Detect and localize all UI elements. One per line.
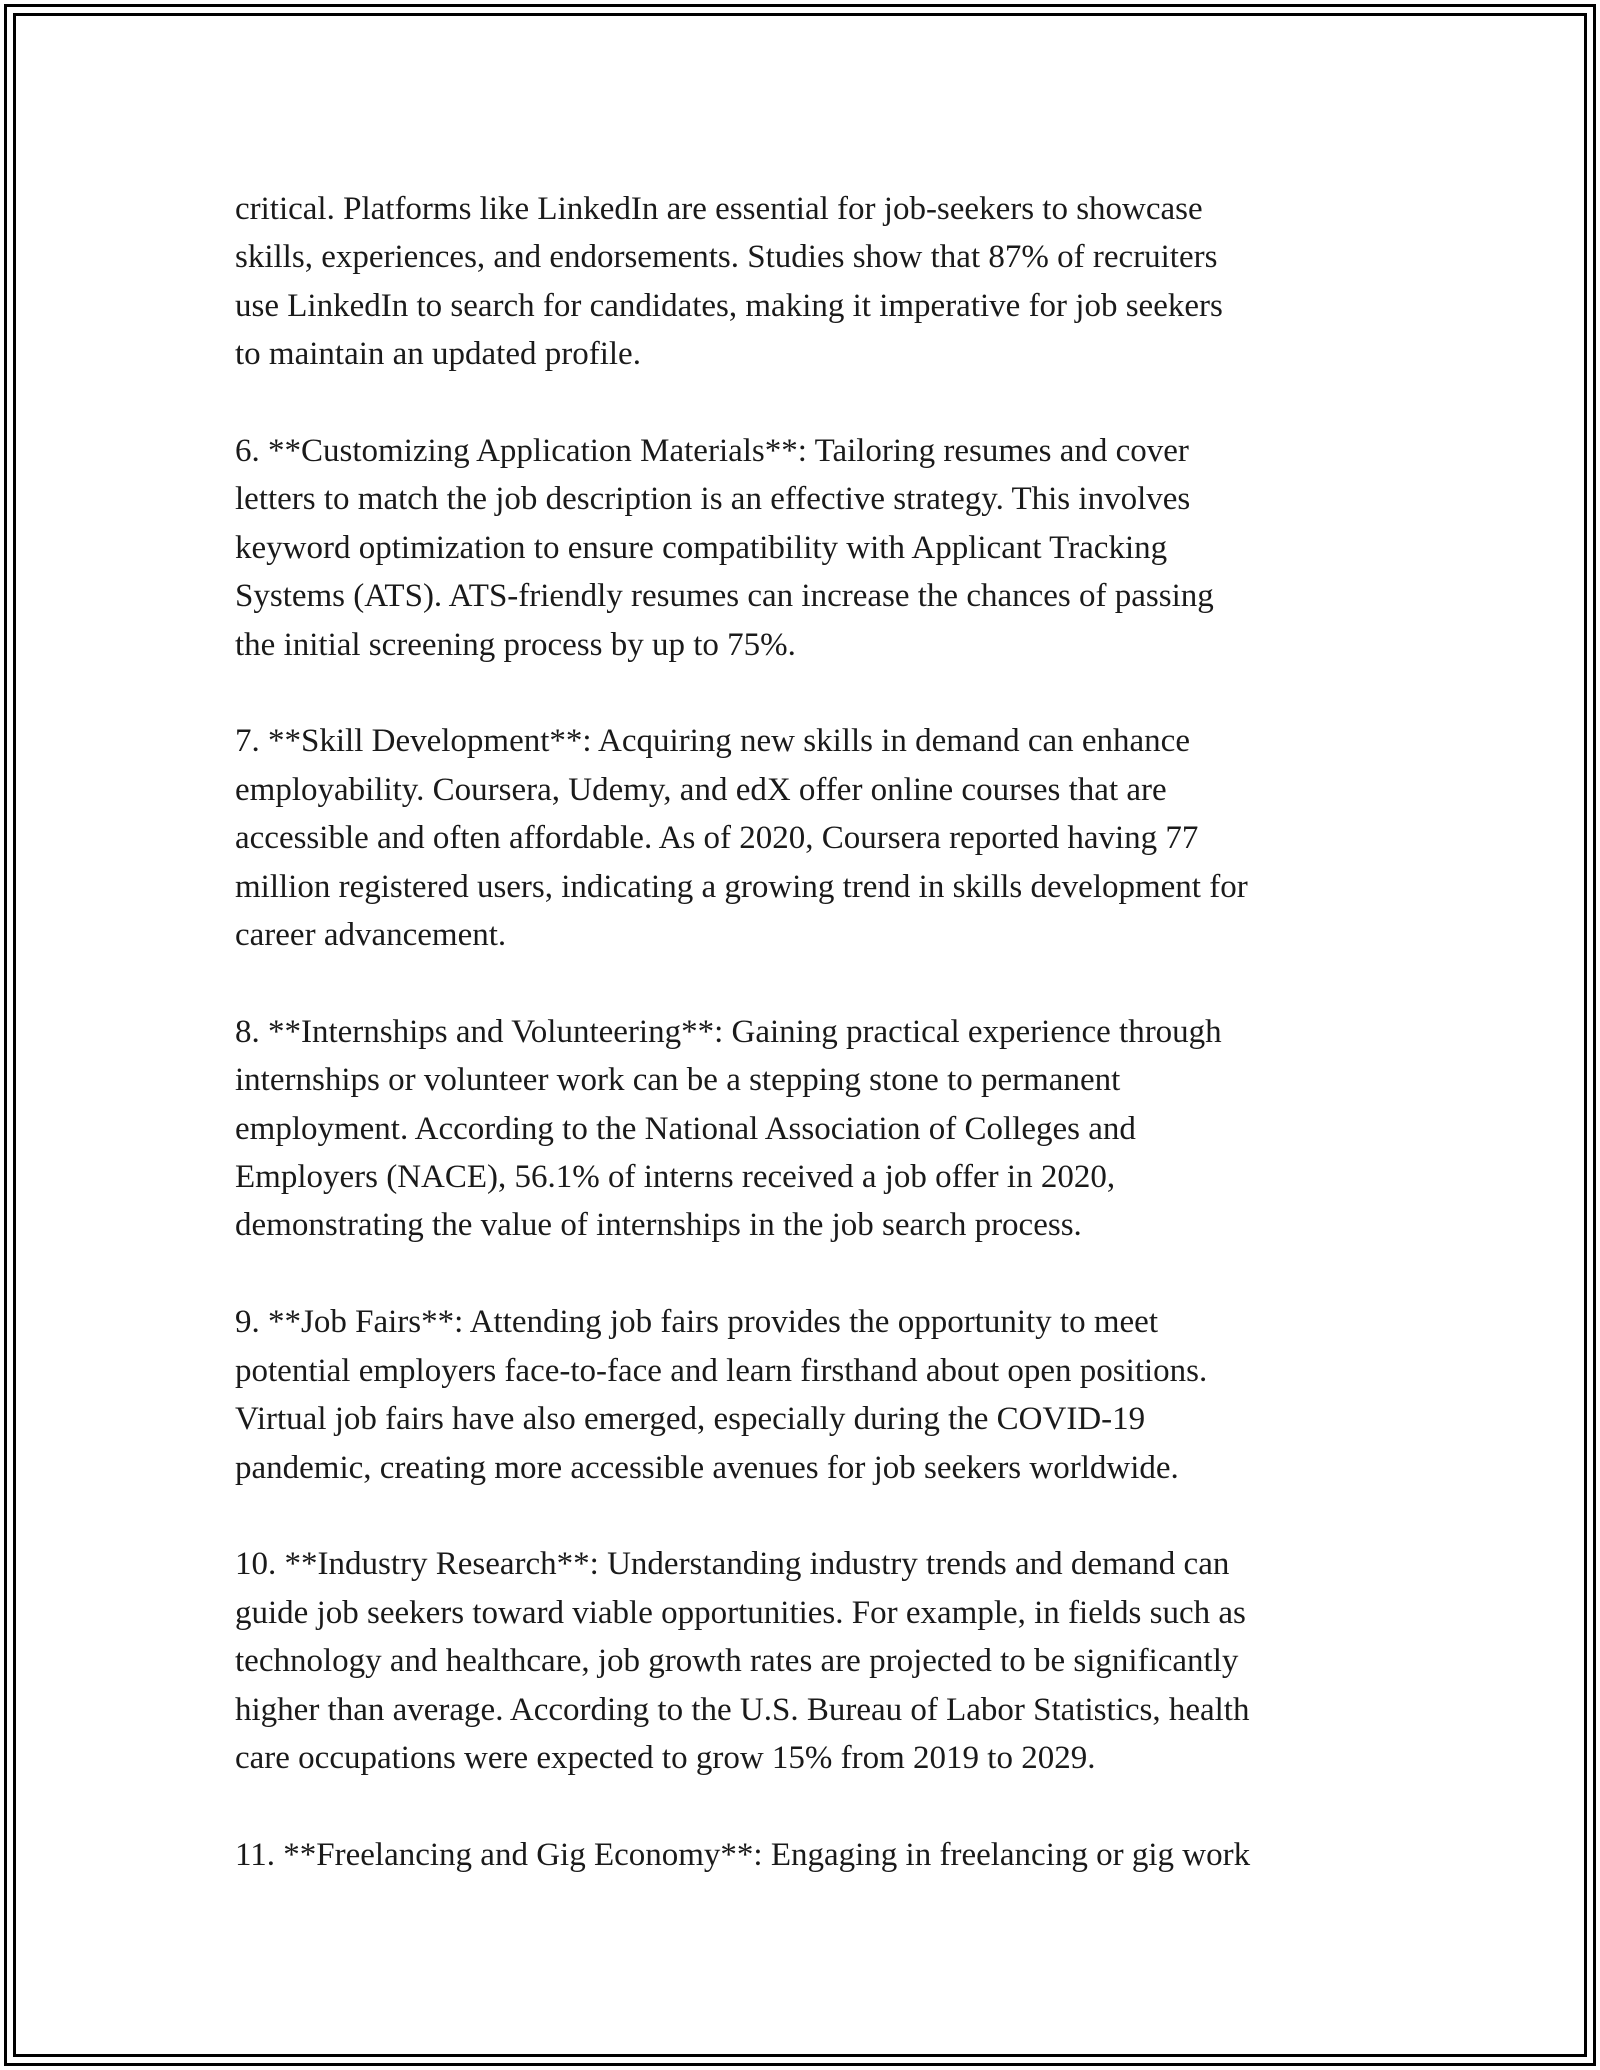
paragraph-internships-and-volunteering: 8. **Internships and Volunteering**: Gaining practical experience through internships or volunteer work can be a stepping stone to permanent employment. According to the National Association of Colleges and Employers (NACE), 56.1% of interns received a job offer in 2020, demonstrating the value of internships in the job search process.	[235, 1013, 1222, 1244]
document-body	[235, 185, 1375, 1879]
paragraph-freelancing-and-gig-economy: 11. **Freelancing and Gig Economy**: Engaging in freelancing or gig work	[235, 1836, 1251, 1873]
paragraph-customizing-application-materials: 6. **Customizing Application Materials**: Tailoring resumes and cover letters to match the job description is an effective strategy. This involves keyword optimization to ensure compatibility with Applicant Tracking Systems (ATS). ATS-friendly resumes can increase the chances of passing the initial screening process by up to 75%.	[235, 433, 1214, 663]
paragraph-job-fairs: 9. **Job Fairs**: Attending job fairs provides the opportunity to meet potential employers face-to-face and learn firsthand about open positions. Virtual job fairs have also emerged, especially during the COVID-19 pandemic, creating more accessible avenues for job seekers worldwide.	[235, 1304, 1208, 1486]
paragraph-skill-development: 7. **Skill Development**: Acquiring new skills in demand can enhance employability. Coursera, Udemy, and edX offer online courses that are accessible and often affordable. As of 2020, Coursera reported having 77 million registered users, indicating a growing trend in skills development for career advancement.	[235, 723, 1248, 954]
paragraph-industry-research: 10. **Industry Research**: Understanding industry trends and demand can guide job seekers toward viable opportunities. For example, in fields such as technology and healthcare, job growth rates are projected to be significantly higher than average. According to the U.S. Bureau of Labor Statistics, health care occupations were expected to grow 15% from 2019 to 2029.	[235, 1546, 1250, 1776]
paragraph-linkedin-continuation: critical. Platforms like LinkedIn are essential for job-seekers to showcase skills, experiences, and endorsements. Studies show that 87% of recruiters use LinkedIn to search for candidates, making it imperative for job seekers to maintain an updated profile.	[235, 191, 1223, 373]
